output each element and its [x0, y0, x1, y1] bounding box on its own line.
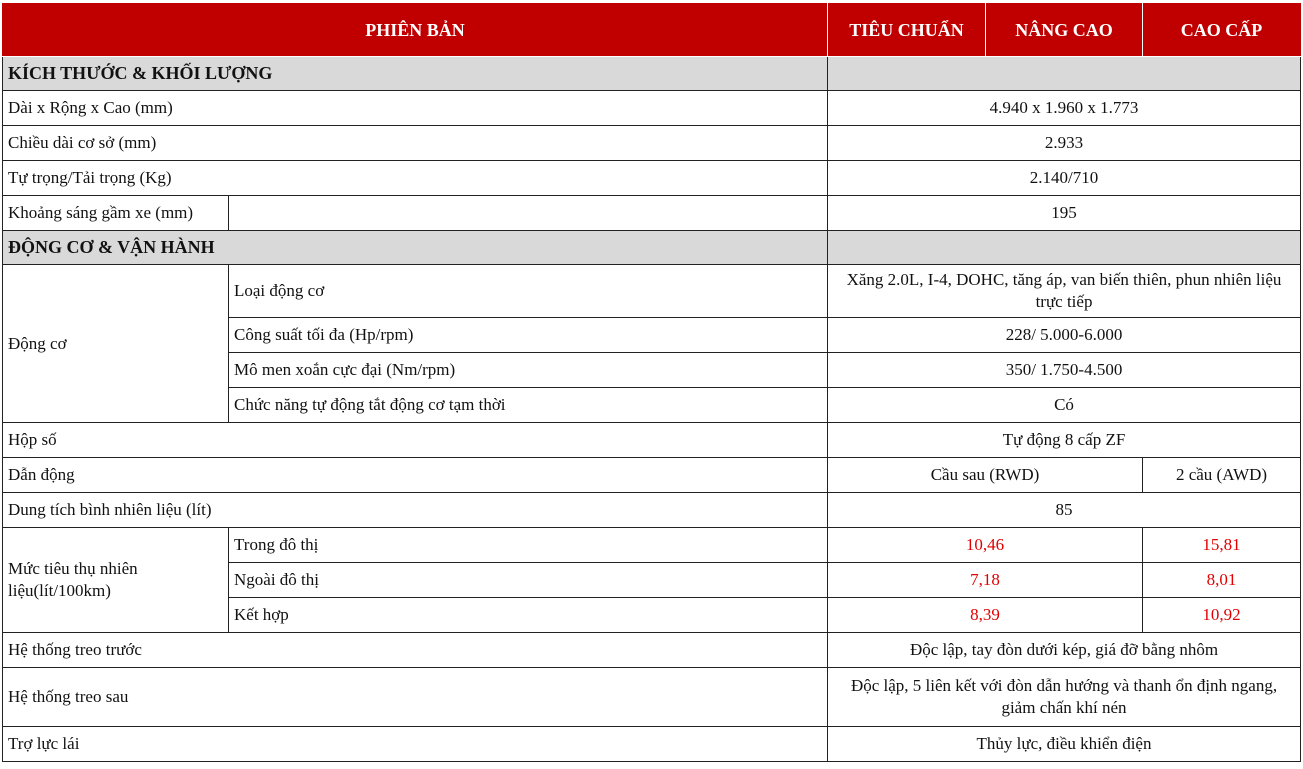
row-value: 350/ 1.750-4.500 — [828, 353, 1301, 388]
section-fill — [828, 231, 1301, 265]
header-version: PHIÊN BẢN — [3, 4, 828, 57]
table-row — [3, 161, 1301, 196]
row-label: Dài x Rộng x Cao (mm) — [3, 91, 828, 126]
consumption-group-label: Mức tiêu thụ nhiên liệu(lít/100km) — [3, 528, 229, 633]
table-row — [3, 126, 1301, 161]
row-label: Mô men xoắn cực đại (Nm/rpm) — [229, 353, 828, 388]
header-premium: CAO CẤP — [1143, 4, 1301, 57]
row-value-premium: 10,92 — [1143, 598, 1301, 633]
table-row — [3, 458, 1301, 493]
row-value: 195 — [828, 196, 1301, 231]
row-value: Độc lập, 5 liên kết với đòn dẫn hướng và thanh ổn định ngang, giảm chấn khí nén — [828, 668, 1301, 727]
row-value: Có — [828, 388, 1301, 423]
table-row — [3, 196, 1301, 231]
row-label: Chức năng tự động tắt động cơ tạm thời — [229, 388, 828, 423]
row-value: 4.940 x 1.960 x 1.773 — [828, 91, 1301, 126]
row-value-std: 8,39 — [828, 598, 1143, 633]
row-value-std: Cầu sau (RWD) — [828, 458, 1143, 493]
row-label: Công suất tối đa (Hp/rpm) — [229, 318, 828, 353]
table-row — [3, 423, 1301, 458]
spec-table — [2, 3, 1301, 762]
header-advanced: NÂNG CAO — [986, 4, 1143, 57]
row-label: Trong đô thị — [229, 528, 828, 563]
table-row — [3, 528, 1301, 563]
row-label: Kết hợp — [229, 598, 828, 633]
row-value-premium: 15,81 — [1143, 528, 1301, 563]
section-engine — [3, 231, 1301, 265]
row-label: Hệ thống treo trước — [3, 633, 828, 668]
section-dimensions — [3, 57, 1301, 91]
row-label: Dung tích bình nhiên liệu (lít) — [3, 493, 828, 528]
row-label: Hộp số — [3, 423, 828, 458]
row-label: Hệ thống treo sau — [3, 668, 828, 727]
row-value: 85 — [828, 493, 1301, 528]
row-value-std: 7,18 — [828, 563, 1143, 598]
row-label: Khoảng sáng gầm xe (mm) — [3, 196, 229, 231]
row-value-premium: 8,01 — [1143, 563, 1301, 598]
engine-group-label: Động cơ — [3, 265, 229, 423]
row-value: 2.140/710 — [828, 161, 1301, 196]
row-value: Thủy lực, điều khiển điện — [828, 727, 1301, 762]
row-value: Tự động 8 cấp ZF — [828, 423, 1301, 458]
row-value: 2.933 — [828, 126, 1301, 161]
table-row — [3, 265, 1301, 318]
header-standard: TIÊU CHUẨN — [828, 4, 986, 57]
row-value-premium: 2 cầu (AWD) — [1143, 458, 1301, 493]
row-value-std: 10,46 — [828, 528, 1143, 563]
row-value: Độc lập, tay đòn dưới kép, giá đỡ bằng nhôm — [828, 633, 1301, 668]
table-row — [3, 493, 1301, 528]
table-row — [3, 633, 1301, 668]
section-title-engine: ĐỘNG CƠ & VẬN HÀNH — [3, 231, 828, 265]
row-label: Dẫn động — [3, 458, 828, 493]
row-value: Xăng 2.0L, I-4, DOHC, tăng áp, van biến thiên, phun nhiên liệu trực tiếp — [828, 265, 1301, 318]
section-title-dimensions: KÍCH THƯỚC & KHỐI LƯỢNG — [3, 57, 828, 91]
header-row — [3, 4, 1301, 57]
table-row — [3, 668, 1301, 727]
section-fill — [828, 57, 1301, 91]
row-value: 228/ 5.000-6.000 — [828, 318, 1301, 353]
empty-cell — [229, 196, 828, 231]
table-row — [3, 727, 1301, 762]
row-label: Chiều dài cơ sở (mm) — [3, 126, 828, 161]
row-label: Ngoài đô thị — [229, 563, 828, 598]
row-label: Loại động cơ — [229, 265, 828, 318]
row-label: Trợ lực lái — [3, 727, 828, 762]
table-row — [3, 91, 1301, 126]
row-label: Tự trọng/Tải trọng (Kg) — [3, 161, 828, 196]
